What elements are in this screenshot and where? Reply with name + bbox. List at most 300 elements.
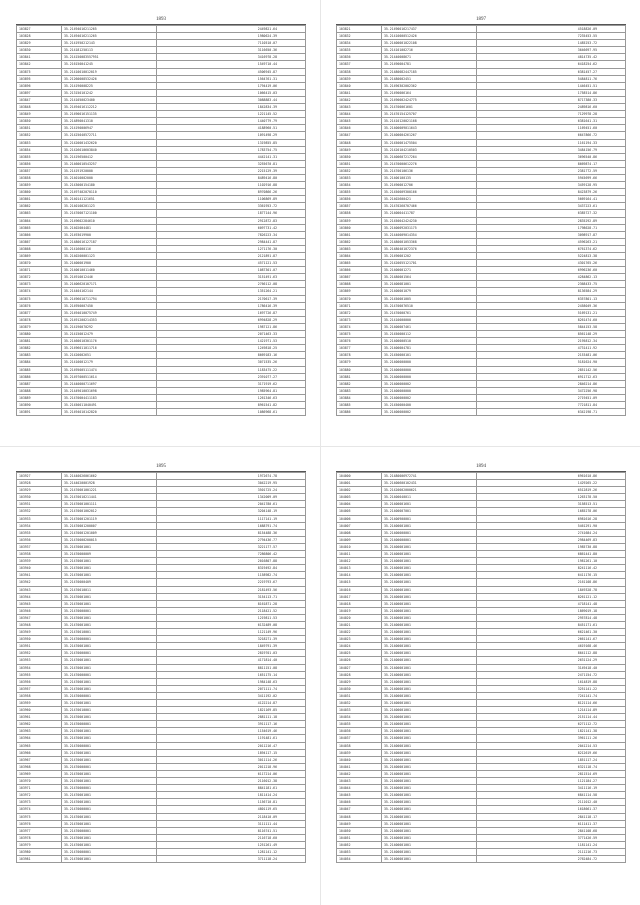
table-row — [337, 82, 626, 89]
table-row — [337, 636, 626, 643]
row-id-cell: 103861 — [337, 231, 382, 238]
value-cell: 5169131.21 — [477, 309, 626, 316]
table-row — [337, 345, 626, 352]
value-cell: 8423879.26 — [477, 189, 626, 196]
coordinate-cell: 35.21400001001 — [382, 572, 477, 579]
row-id-cell: 104050 — [337, 827, 382, 834]
value-cell: 1984148.63 — [157, 678, 306, 685]
row-id-cell: 103966 — [17, 749, 62, 756]
value-cell: 1980624.39 — [157, 33, 306, 40]
coordinate-cell: 35.21450001475504 — [382, 139, 477, 146]
value-cell: 2741684.24 — [477, 529, 626, 536]
value-cell: 6841114.58 — [477, 792, 626, 799]
coordinate-cell: 35.21470000001 — [62, 671, 157, 678]
table-row — [337, 735, 626, 742]
coordinate-cell: 35.21400100135 — [382, 174, 477, 181]
row-id-cell: 103869 — [17, 253, 62, 260]
table-row — [17, 96, 306, 103]
value-cell: 4284862.13 — [477, 274, 626, 281]
coordinate-cell: 35.2140010011460 — [62, 267, 157, 274]
row-id-cell: 103931 — [17, 501, 62, 508]
row-id-cell: 103840 — [337, 82, 382, 89]
coordinate-cell: 35.21400001001 — [382, 551, 477, 558]
row-id-cell: 103857 — [337, 203, 382, 210]
table-row — [17, 678, 306, 685]
value-cell: 6621461.30 — [477, 629, 626, 636]
coordinate-cell: 35.21410000512426 — [382, 33, 477, 40]
value-cell: 1849791.39 — [157, 643, 306, 650]
table-row — [17, 848, 306, 855]
row-id-cell: 104008 — [337, 529, 382, 536]
coordinate-cell: 35.21480001564 — [382, 274, 477, 281]
data-table-panel — [336, 462, 626, 863]
data-table — [16, 25, 306, 416]
value-cell: 6418254.62 — [477, 61, 626, 68]
coordinate-cell: 35.214890041310 — [62, 118, 157, 125]
row-id-cell: 103968 — [17, 763, 62, 770]
coordinate-cell: 35.21470010211441 — [62, 494, 157, 501]
value-cell: 1987121.86 — [157, 323, 306, 330]
table-row — [17, 111, 306, 118]
table-row — [17, 267, 306, 274]
value-cell: 1214114.89 — [477, 707, 626, 714]
value-cell: 7110510.07 — [157, 40, 306, 47]
row-id-cell: 104051 — [337, 834, 382, 841]
table-row — [17, 473, 306, 480]
row-id-cell: 103880 — [337, 366, 382, 373]
coordinate-cell: 35.214196500412 — [62, 153, 157, 160]
row-id-cell: 103940 — [17, 565, 62, 572]
data-table — [336, 472, 626, 863]
value-cell: 2121891.87 — [157, 253, 306, 260]
value-cell: 8261121.12 — [477, 593, 626, 600]
value-cell: 1821169.85 — [157, 707, 306, 714]
value-cell: 3011114.26 — [157, 756, 306, 763]
value-cell: 2851142.56 — [477, 366, 626, 373]
row-id-cell: 103821 — [337, 26, 382, 33]
table-row — [337, 323, 626, 330]
table-row — [337, 111, 626, 118]
coordinate-cell: 35.21470001001 — [62, 856, 157, 863]
row-id-cell: 104012 — [337, 558, 382, 565]
row-id-cell: 103847 — [17, 96, 62, 103]
row-id-cell: 103932 — [17, 508, 62, 515]
row-id-cell: 103873 — [337, 316, 382, 323]
value-cell: 2811514.69 — [477, 770, 626, 777]
table-row — [17, 607, 306, 614]
table-row — [337, 678, 626, 685]
table-row — [337, 650, 626, 657]
row-id-cell: 103838 — [337, 68, 382, 75]
table-row — [337, 352, 626, 359]
table-row — [337, 614, 626, 621]
coordinate-cell: 35.21400001001 — [382, 650, 477, 657]
value-cell: 1181141.24 — [477, 841, 626, 848]
coordinate-cell: 35.21420055121701 — [382, 260, 477, 267]
coordinate-cell: 35.214900012706 — [382, 182, 477, 189]
coordinate-cell: 35.21494016112212 — [62, 104, 157, 111]
coordinate-cell: 35.21470000001 — [62, 785, 157, 792]
coordinate-cell: 35.214404162144 — [62, 288, 157, 295]
row-id-cell: 103883 — [17, 352, 62, 359]
coordinate-cell: 35.21420002651 — [62, 352, 157, 359]
row-id-cell: 104047 — [337, 806, 382, 813]
coordinate-cell: 35.21410010012019 — [62, 68, 157, 75]
row-id-cell: 103927 — [17, 473, 62, 480]
row-id-cell: 103881 — [17, 338, 62, 345]
coordinate-cell: 35.21400001001 — [382, 770, 477, 777]
table-row — [17, 834, 306, 841]
table-row — [337, 224, 626, 231]
table-row — [17, 68, 306, 75]
row-id-cell: 103955 — [17, 671, 62, 678]
value-cell: 8116741.51 — [157, 827, 306, 834]
value-cell: 8489416.80 — [157, 174, 306, 181]
coordinate-cell: 35.21400001001 — [382, 522, 477, 529]
coordinate-cell: 35.21470000761 — [382, 309, 477, 316]
value-cell: 1821141.38 — [477, 728, 626, 735]
table-row — [17, 522, 306, 529]
coordinate-cell: 35.21400001001 — [382, 685, 477, 692]
value-cell: 2846214.86 — [477, 380, 626, 387]
value-cell: 1251261.49 — [157, 841, 306, 848]
row-id-cell: 103858 — [17, 174, 62, 181]
table-row — [17, 253, 306, 260]
value-cell: 6911712.63 — [477, 373, 626, 380]
value-cell: 1564761.31 — [157, 75, 306, 82]
row-id-cell: 103942 — [17, 579, 62, 586]
value-cell: 6512819.26 — [477, 487, 626, 494]
value-cell: 8212619.66 — [477, 749, 626, 756]
table-row — [17, 224, 306, 231]
row-id-cell: 103897 — [17, 89, 62, 96]
value-cell: 3961111.26 — [477, 735, 626, 742]
table-row — [17, 323, 306, 330]
row-id-cell: 103854 — [337, 182, 382, 189]
table-row — [337, 543, 626, 550]
table-row — [17, 345, 306, 352]
coordinate-cell: 35.21400001001 — [382, 820, 477, 827]
coordinate-cell: 35.21400001001 — [382, 834, 477, 841]
table-row — [17, 167, 306, 174]
coordinate-cell: 35.21470001002012 — [62, 508, 157, 515]
row-id-cell: 103896 — [17, 82, 62, 89]
table-row — [17, 700, 306, 707]
row-id-cell: 103952 — [17, 650, 62, 657]
coordinate-cell: 35.21420002000621 — [382, 487, 477, 494]
table-row — [17, 643, 306, 650]
row-id-cell: 103888 — [17, 387, 62, 394]
value-cell: 2912872.83 — [157, 217, 306, 224]
table-row — [337, 174, 626, 181]
table-row — [17, 82, 306, 89]
row-id-cell: 103855 — [337, 189, 382, 196]
table-row — [337, 288, 626, 295]
coordinate-cell: 35.21400001001 — [382, 671, 477, 678]
coordinate-cell: 35.21470001001 — [62, 756, 157, 763]
coordinate-cell: 35.21450011040491 — [62, 401, 157, 408]
table-row — [337, 245, 626, 252]
table-row — [337, 586, 626, 593]
coordinate-cell: 35.21400001001 — [382, 579, 477, 586]
table-row — [337, 26, 626, 33]
table-title: 1897 — [336, 15, 626, 25]
table-row — [337, 302, 626, 309]
row-id-cell: 103960 — [17, 707, 62, 714]
table-row — [17, 856, 306, 863]
table-title: 1894 — [336, 462, 626, 472]
coordinate-cell: 35.21470260707466 — [382, 203, 477, 210]
coordinate-cell: 35.21470001001 — [62, 621, 157, 628]
row-id-cell: 103845 — [337, 118, 382, 125]
row-id-cell: 103863 — [17, 210, 62, 217]
coordinate-cell: 35.21490016217437 — [382, 26, 477, 33]
coordinate-cell: 35.21450000112 — [382, 331, 477, 338]
table-title: 1895 — [16, 462, 306, 472]
table-row — [17, 551, 306, 558]
coordinate-cell: 35.21400000001 — [382, 536, 477, 543]
coordinate-cell: 35.2140141121651 — [62, 196, 157, 203]
value-cell: 1972674.78 — [157, 473, 306, 480]
value-cell: 1798628.71 — [477, 224, 626, 231]
value-cell: 6385727.32 — [477, 210, 626, 217]
table-row — [17, 189, 306, 196]
coordinate-cell: 35.21470000009 — [62, 551, 157, 558]
value-cell: 6861441.80 — [477, 551, 626, 558]
table-row — [337, 210, 626, 217]
table-row — [17, 366, 306, 373]
table-row — [17, 274, 306, 281]
row-id-cell: 103867 — [337, 274, 382, 281]
coordinate-cell: 35.21493019900 — [62, 231, 157, 238]
table-row — [17, 125, 306, 132]
coordinate-cell: 35.21470001001 — [62, 813, 157, 820]
value-cell: 1249818.25 — [157, 345, 306, 352]
coordinate-cell: 35.21400001001 — [382, 856, 477, 863]
row-id-cell: 103953 — [17, 657, 62, 664]
value-cell: 4571121.53 — [157, 260, 306, 267]
row-id-cell: 103850 — [337, 153, 382, 160]
row-id-cell: 103837 — [337, 61, 382, 68]
table-row — [17, 841, 306, 848]
row-id-cell: 104042 — [337, 770, 382, 777]
row-id-cell: 103875 — [337, 331, 382, 338]
row-id-cell: 104031 — [337, 692, 382, 699]
value-cell: 1121184.27 — [477, 778, 626, 785]
value-cell: 3071535.26 — [157, 359, 306, 366]
coordinate-cell: 35.214700076510 — [382, 302, 477, 309]
table-row — [17, 749, 306, 756]
value-cell: 4596263.21 — [477, 238, 626, 245]
value-cell: 2071463.33 — [157, 331, 306, 338]
coordinate-cell: 35.21470001001 — [62, 558, 157, 565]
row-id-cell: 103939 — [17, 558, 62, 565]
table-row — [17, 756, 306, 763]
coordinate-cell: 35.21400001079 — [382, 288, 477, 295]
coordinate-cell: 35.21400001022108 — [382, 40, 477, 47]
coordinate-cell: 35.21400001001 — [382, 558, 477, 565]
coordinate-cell: 35.2140200001123 — [62, 253, 157, 260]
row-id-cell: 104045 — [337, 792, 382, 799]
coordinate-cell: 35.21470010001 — [62, 707, 157, 714]
coordinate-cell: 35.21470001201119 — [62, 515, 157, 522]
table-row — [17, 288, 306, 295]
coordinate-cell: 35.21470007121100 — [62, 210, 157, 217]
table-row — [337, 203, 626, 210]
coordinate-cell: 35.21470000001 — [62, 721, 157, 728]
row-id-cell: 103935 — [17, 529, 62, 536]
value-cell: 2170617.39 — [157, 295, 306, 302]
row-id-cell: 103841 — [337, 89, 382, 96]
row-id-cell: 103941 — [17, 572, 62, 579]
coordinate-cell: 35.21440009014354 — [382, 231, 477, 238]
value-cell: 1342009.09 — [157, 494, 306, 501]
coordinate-cell: 35.21470001001 — [62, 841, 157, 848]
coordinate-cell: 35.21400000002 — [382, 380, 477, 387]
table-row — [17, 621, 306, 628]
table-row — [337, 692, 626, 699]
value-cell: 2011218.96 — [157, 763, 306, 770]
table-row — [337, 501, 626, 508]
coordinate-cell: 35.21497000511614 — [62, 373, 157, 380]
table-row — [337, 401, 626, 408]
value-cell: 1421971.53 — [157, 338, 306, 345]
coordinate-cell: 35.21420104210503 — [382, 146, 477, 153]
table-row — [17, 742, 306, 749]
value-cell: 1618661.37 — [477, 806, 626, 813]
row-id-cell: 103851 — [17, 125, 62, 132]
row-id-cell: 104038 — [337, 742, 382, 749]
table-row — [17, 685, 306, 692]
value-cell: 3158513.51 — [477, 501, 626, 508]
table-row — [337, 96, 626, 103]
table-row — [337, 338, 626, 345]
coordinate-cell: 35.21400007001 — [382, 508, 477, 515]
row-id-cell: 103975 — [17, 813, 62, 820]
value-cell: 2719451.09 — [477, 394, 626, 401]
coordinate-cell: 35.21400607217264 — [382, 153, 477, 160]
table-row — [17, 714, 306, 721]
row-id-cell: 103936 — [17, 536, 62, 543]
row-id-cell: 103842 — [337, 96, 382, 103]
value-cell: 6647866.72 — [477, 132, 626, 139]
value-cell: 1086968.61 — [157, 409, 306, 416]
coordinate-cell: 35.21400001001 — [382, 813, 477, 820]
row-id-cell: 104034 — [337, 714, 382, 721]
table-row — [17, 799, 306, 806]
row-id-cell: 104013 — [337, 565, 382, 572]
coordinate-cell: 35.21260008532426 — [62, 75, 157, 82]
table-row — [17, 572, 306, 579]
coordinate-cell: 35.21400900001 — [382, 515, 477, 522]
value-cell: 1794419.06 — [157, 82, 306, 89]
row-id-cell: 103964 — [17, 735, 62, 742]
coordinate-cell: 35.21470000001 — [62, 636, 157, 643]
row-id-cell: 104021 — [337, 621, 382, 628]
coordinate-cell: 35.21470154125707 — [382, 111, 477, 118]
value-cell: 1440779.79 — [157, 118, 306, 125]
value-cell: 2118410.09 — [157, 813, 306, 820]
row-id-cell: 104007 — [337, 522, 382, 529]
table-row — [337, 572, 626, 579]
value-cell: 8154488.36 — [157, 529, 306, 536]
table-row — [337, 33, 626, 40]
row-id-cell: 103979 — [17, 841, 62, 848]
coordinate-cell: 35.21470001001 — [62, 735, 157, 742]
coordinate-cell: 35.21470000612276 — [382, 160, 477, 167]
value-cell: 1842834.39 — [157, 104, 306, 111]
table-row — [17, 238, 306, 245]
coordinate-cell: 35.21470001001221 — [62, 487, 157, 494]
table-row — [17, 501, 306, 508]
row-id-cell: 103857 — [17, 167, 62, 174]
value-cell: 7235453.55 — [477, 33, 626, 40]
value-cell: 6111411.37 — [477, 820, 626, 827]
table-row — [337, 217, 626, 224]
value-cell: 1485253.72 — [477, 40, 626, 47]
value-cell: 8811151.08 — [157, 664, 306, 671]
table-row — [337, 61, 626, 68]
row-id-cell: 103864 — [337, 253, 382, 260]
table-row — [337, 834, 626, 841]
table-row — [337, 600, 626, 607]
value-cell: 1981261.10 — [477, 558, 626, 565]
coordinate-cell: 35.21470001001111 — [62, 501, 157, 508]
table-row — [17, 806, 306, 813]
row-id-cell: 103933 — [17, 515, 62, 522]
row-id-cell: 103835 — [337, 47, 382, 54]
coordinate-cell: 35.21400001001 — [382, 806, 477, 813]
row-id-cell: 103962 — [17, 721, 62, 728]
value-cell: 1614819.88 — [477, 678, 626, 685]
table-row — [17, 104, 306, 111]
value-cell: 1121149.96 — [157, 629, 306, 636]
table-row — [17, 579, 306, 586]
value-cell: 6994828.29 — [157, 316, 306, 323]
coordinate-cell: 35.21400001001 — [382, 799, 477, 806]
table-row — [337, 139, 626, 146]
coordinate-cell: 35.21400001001 — [382, 749, 477, 756]
coordinate-cell: 35.21400001001 — [382, 543, 477, 550]
row-id-cell: 103828 — [17, 33, 62, 40]
value-cell: 4731411.92 — [477, 345, 626, 352]
coordinate-cell: 35.21470001001 — [62, 770, 157, 777]
table-row — [337, 756, 626, 763]
coordinate-cell: 35.21494010075749 — [62, 309, 157, 316]
coordinate-cell: 35.21400001001 — [382, 636, 477, 643]
table-row — [337, 196, 626, 203]
row-id-cell: 103874 — [17, 288, 62, 295]
table-row — [17, 480, 306, 487]
row-id-cell: 103891 — [17, 409, 62, 416]
value-cell: 1985730.88 — [477, 543, 626, 550]
coordinate-cell: 35.21400000002 — [382, 409, 477, 416]
table-row — [337, 792, 626, 799]
table-row — [17, 47, 306, 54]
coordinate-cell: 35.21400001001 — [382, 629, 477, 636]
coordinate-cell: 35.21450000101 — [382, 352, 477, 359]
row-id-cell: 104015 — [337, 579, 382, 586]
row-id-cell: 103977 — [17, 827, 62, 834]
value-cell: 5224813.38 — [477, 253, 626, 260]
data-table — [336, 25, 626, 416]
table-row — [17, 182, 306, 189]
table-row — [17, 302, 306, 309]
row-id-cell: 103974 — [17, 806, 62, 813]
table-row — [337, 189, 626, 196]
table-row — [17, 387, 306, 394]
coordinate-cell: 35.21400001001 — [382, 664, 477, 671]
